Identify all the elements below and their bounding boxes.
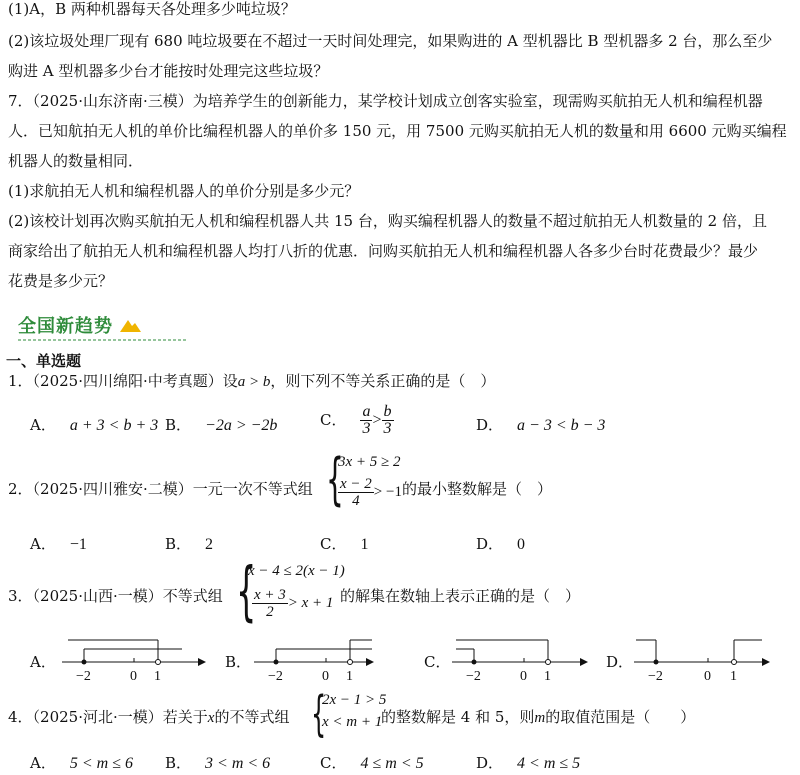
mc3-option-d-numberline[interactable] xyxy=(630,634,780,684)
q7-line1: 7．（2025·山东济南·三模）为培养学生的创新能力，某学校计划成立创客实验室，现需购买航拍无人机和编程机器 xyxy=(8,92,763,110)
mc2-option-b[interactable]: B． 2 xyxy=(165,535,214,553)
mc3-option-b-label[interactable]: B． xyxy=(225,653,252,671)
tick-label-0: 0 xyxy=(130,669,137,684)
mc3-stem-a: 3．（2025·山西·一模）不等式组 xyxy=(8,587,223,605)
mc3-option-b-numberline[interactable] xyxy=(250,634,380,684)
svg-text:1: 1 xyxy=(544,669,551,684)
mc2-sys1: 3x + 5 ≥ 2 xyxy=(338,454,401,470)
q7-line2: 人．已知航拍无人机的单价比编程机器人的单价多 150 元，用 7500 元购买航拍无人机的数量和用 6600 元购买编程 xyxy=(8,122,787,140)
prev-q2-line2: 购进 A 型机器多少台才能按时处理完这些垃圾？ xyxy=(8,62,329,80)
mc3-sys2: $\frac{x + 3}{2}$ > x + 1 xyxy=(254,587,334,620)
mc4-sys2: x < m + 1 xyxy=(322,714,383,730)
svg-text:1: 1 xyxy=(346,669,353,684)
q7-line3: 机器人的数量相同． xyxy=(8,152,144,170)
trend-banner xyxy=(18,312,142,342)
mc4-brace: { xyxy=(311,686,327,742)
mc1-option-a[interactable]: A． a + 3 < b + 3 xyxy=(30,416,159,434)
svg-text:0: 0 xyxy=(322,669,329,684)
banner-underline xyxy=(18,338,188,342)
mc1-option-d[interactable]: D． a − 3 < b − 3 xyxy=(476,416,606,434)
svg-text:0: 0 xyxy=(704,669,711,684)
q7-sub2-line2: 商家给出了航拍无人机和编程机器人均打八折的优惠．问购买航拍无人机和编程机器人各多少台时花费最少？最少 xyxy=(8,242,759,260)
mc4-option-a[interactable]: A． 5 < m ≤ 6 xyxy=(30,754,133,772)
mc3-stem-b: 的解集在数轴上表示正确的是（ ） xyxy=(340,587,581,605)
mc2-brace: { xyxy=(326,447,344,512)
tick-label-1: 1 xyxy=(154,669,161,684)
mc3-sys1: x − 4 ≤ 2(x − 1) xyxy=(248,563,345,579)
mc4-option-d[interactable]: D． 4 < m ≤ 5 xyxy=(476,754,581,772)
section-title: 一、单选题 xyxy=(6,352,82,370)
mc3-option-c-label[interactable]: C． xyxy=(424,653,451,671)
prev-q1: (1)A，B 两种机器每天各处理多少吨垃圾？ xyxy=(8,0,296,18)
mc3-option-d-label[interactable]: D． xyxy=(606,653,634,671)
mc4-option-b[interactable]: B． 3 < m < 6 xyxy=(165,754,271,772)
mc2-option-c[interactable]: C． 1 xyxy=(320,535,369,553)
mc4-stem-b: 的整数解是 4 和 5，则m的取值范围是（ ） xyxy=(381,708,696,726)
mc3-option-c-numberline[interactable] xyxy=(448,634,598,684)
mc1-option-b[interactable]: B． −2a > −2b xyxy=(165,416,278,434)
prev-q2-line1: (2)该垃圾处理厂现有 680 吨垃圾要在不超过一天时间处理完，如果购进的 A 型机器比 B 型机器多 2 台，那么至少 xyxy=(8,32,773,50)
q7-sub2-line3: 花费是多少元？ xyxy=(8,272,114,290)
svg-text:1: 1 xyxy=(730,669,737,684)
mc2-stem-b: 的最小整数解是（ ） xyxy=(402,480,553,498)
svg-text:−2: −2 xyxy=(648,669,663,684)
mc3-brace: { xyxy=(236,555,257,629)
q7-sub2-line1: (2)该校计划再次购买航拍无人机和编程机器人共 15 台，购买编程机器人的数量不超过航拍无人机数量的 2 倍，且 xyxy=(8,212,767,230)
mc4-sys1: 2x − 1 > 5 xyxy=(322,692,387,708)
mc3-option-a-numberline[interactable] xyxy=(58,634,208,684)
mountain-icon xyxy=(118,314,142,334)
banner-title: 全国新趋势 xyxy=(18,316,113,337)
mc2-option-d[interactable]: D． 0 xyxy=(476,535,526,553)
q7-sub1: (1)求航拍无人机和编程机器人的单价分别是多少元？ xyxy=(8,182,360,200)
svg-text:0: 0 xyxy=(520,669,527,684)
mc1-stem: 1．（2025·四川绵阳·中考真题）设a > b，则下列不等关系正确的是（ ） xyxy=(8,372,496,390)
mc3-option-a-label[interactable]: A． xyxy=(30,653,56,671)
mc2-option-a[interactable]: A． −1 xyxy=(30,535,87,553)
mc4-stem-a: 4．（2025·河北·一模）若关于x的不等式组 xyxy=(8,708,290,726)
mc4-option-c[interactable]: C． 4 ≤ m < 5 xyxy=(320,754,424,772)
tick-label-neg2: −2 xyxy=(76,669,91,684)
svg-text:−2: −2 xyxy=(268,669,283,684)
mc2-stem-a: 2．（2025·四川雅安·二模）一元一次不等式组 xyxy=(8,480,313,498)
mc2-sys2: $\frac{x - 2}{4}$ > −1 xyxy=(340,476,402,509)
mc1-option-c[interactable]: C． $\frac{a}{3}$ > $\frac{b}{3}$ xyxy=(320,403,392,437)
svg-text:−2: −2 xyxy=(466,669,481,684)
